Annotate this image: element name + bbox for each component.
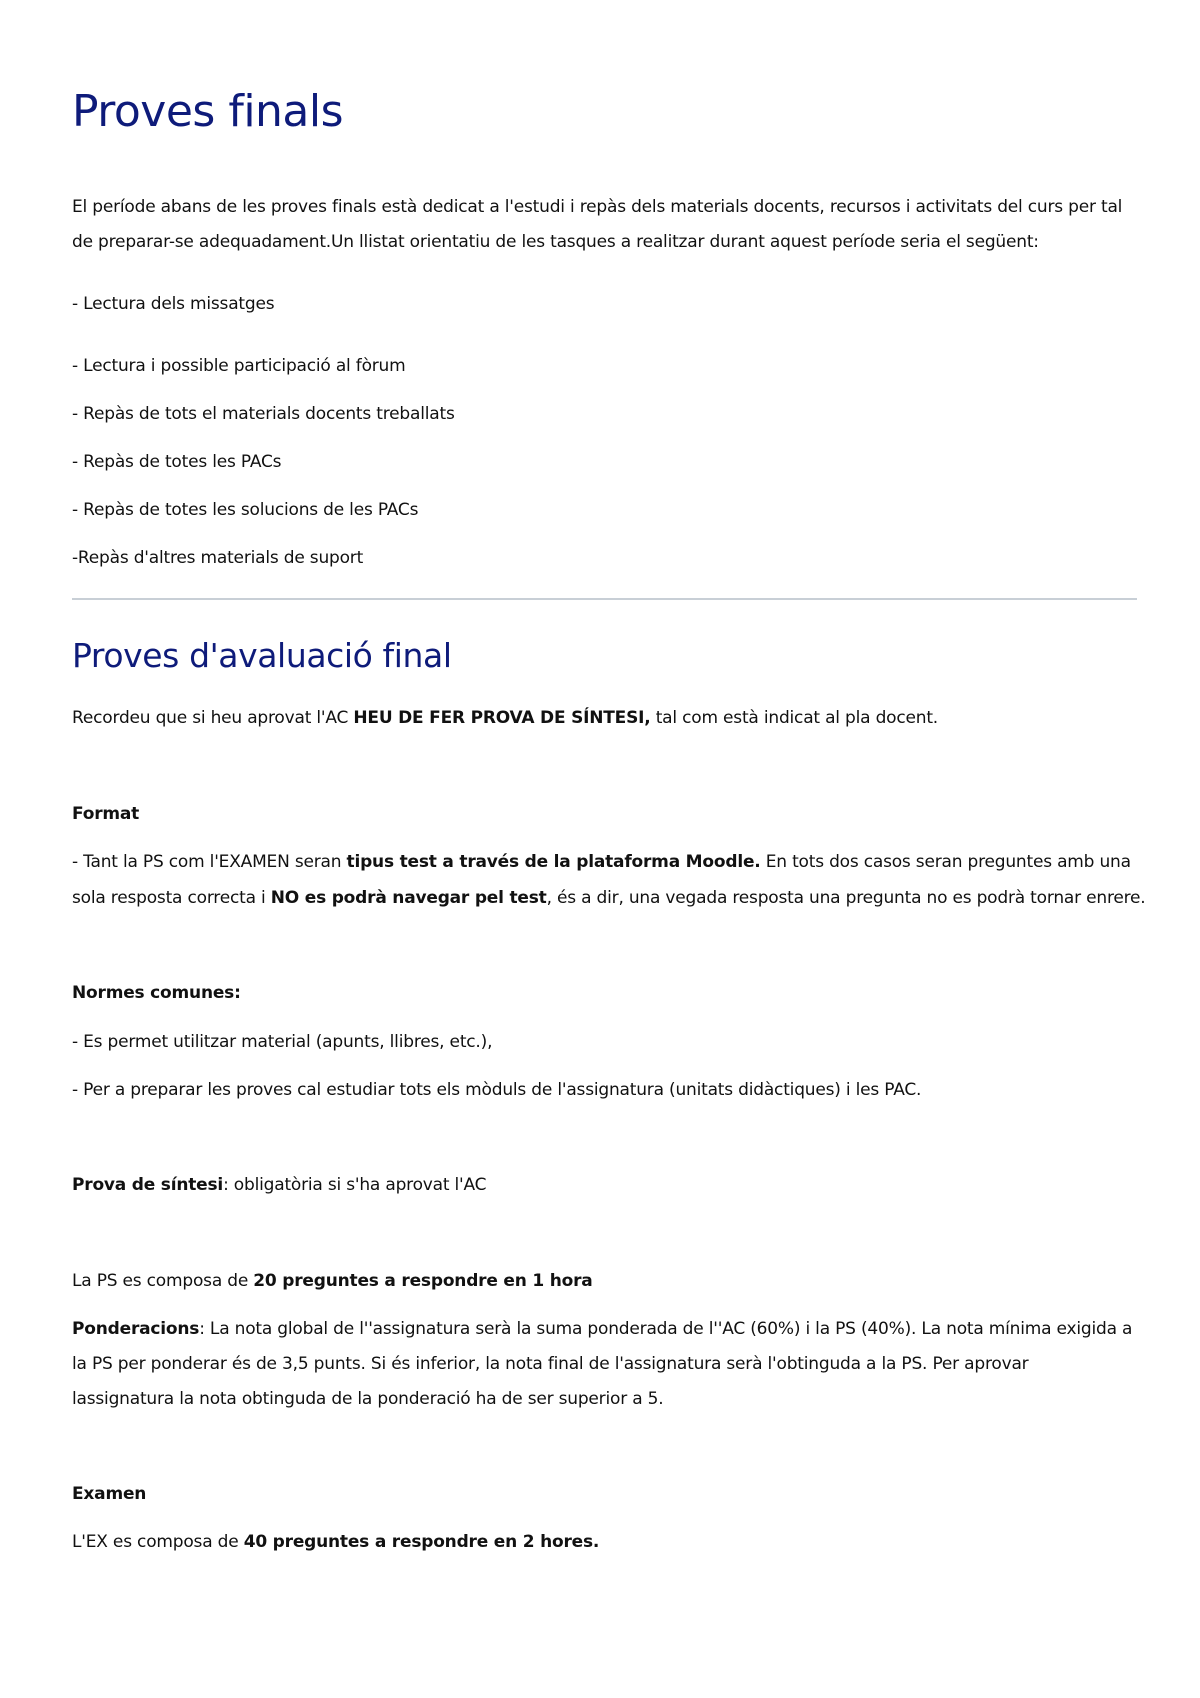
intro-line-1: El període abans de les proves finals està dedicat a l'estudi i repàs dels materials docents, recursos i activitats del curs per tal xyxy=(72,197,1123,217)
task-item: - Lectura dels missatges xyxy=(72,294,275,314)
format-line-1-a: - Tant la PS com l'EXAMEN seran xyxy=(72,852,347,872)
ponderacions-line-3: lassignatura la nota obtinguda de la ponderació ha de ser superior a 5. xyxy=(72,1389,664,1409)
ps-compose-before: La PS es composa de xyxy=(72,1271,254,1291)
ponderacions-line-1 xyxy=(72,1312,1132,1347)
format-heading-label: Format xyxy=(72,804,140,824)
page-title: Proves finals xyxy=(72,86,344,137)
examen-heading-label: Examen xyxy=(72,1484,147,1504)
ponderacions-text-1: : La nota global de l''assignatura serà la suma ponderada de l''AC (60%) i la PS (40%). La nota mínima exigida a xyxy=(199,1319,1133,1339)
sintesi-label: Prova de síntesi xyxy=(72,1175,224,1195)
task-item: - Lectura i possible participació al fòrum xyxy=(72,356,406,376)
sintesi-text xyxy=(72,1168,486,1203)
format-heading xyxy=(72,797,139,832)
format-line-2-bold: NO es podrà navegar pel test xyxy=(270,888,547,908)
format-line-2 xyxy=(72,881,1146,916)
format-line-2-b: , és a dir, una vegada resposta una pregunta no es podrà tornar enrere. xyxy=(546,888,1146,908)
sintesi-desc: : obligatòria si s'ha aprovat l'AC xyxy=(223,1175,487,1195)
task-item: - Repàs de totes les PACs xyxy=(72,452,282,472)
format-line-1-b: En tots dos casos seran preguntes amb una xyxy=(760,852,1131,872)
reminder-before: Recordeu que si heu aprovat l'AC xyxy=(72,708,354,728)
examen-heading xyxy=(72,1477,146,1512)
normes-heading xyxy=(72,976,241,1011)
task-item: -Repàs d'altres materials de suport xyxy=(72,548,364,568)
examen-before: L'EX es composa de xyxy=(72,1532,244,1552)
normes-heading-label: Normes comunes: xyxy=(72,983,241,1003)
task-item: - Repàs de tots el materials docents treballats xyxy=(72,404,455,424)
format-line-2-a: sola resposta correcta i xyxy=(72,888,271,908)
section-divider xyxy=(72,598,1137,600)
format-line-1-bold: tipus test a través de la plataforma Moodle. xyxy=(346,852,761,872)
format-line-1 xyxy=(72,845,1131,880)
reminder-bold: HEU DE FER PROVA DE SÍNTESI, xyxy=(353,708,651,728)
examen-bold: 40 preguntes a respondre en 2 hores. xyxy=(243,1532,600,1552)
ps-compose-bold: 20 preguntes a respondre en 1 hora xyxy=(253,1271,593,1291)
reminder-after: tal com està indicat al pla docent. xyxy=(650,708,939,728)
ponderacions-line-2: la PS per ponderar és de 3,5 punts. Si és inferior, la nota final de l'assignatura serà l'obtinguda a la PS. Per aprovar xyxy=(72,1354,1029,1374)
reminder-text xyxy=(72,701,938,736)
normes-item: - Per a preparar les proves cal estudiar tots els mòduls de l'assignatura (unitats didàctiques) i les PAC. xyxy=(72,1080,922,1100)
ps-compose-text xyxy=(72,1264,593,1299)
ponderacions-label: Ponderacions xyxy=(72,1319,200,1339)
task-item: - Repàs de totes les solucions de les PACs xyxy=(72,500,419,520)
section-title: Proves d'avaluació final xyxy=(72,636,452,675)
intro-line-2: de preparar-se adequadament.Un llistat orientatiu de les tasques a realitzar durant aquest període seria el següent: xyxy=(72,232,1039,252)
normes-item: - Es permet utilitzar material (apunts, llibres, etc.), xyxy=(72,1032,493,1052)
examen-text xyxy=(72,1525,599,1560)
